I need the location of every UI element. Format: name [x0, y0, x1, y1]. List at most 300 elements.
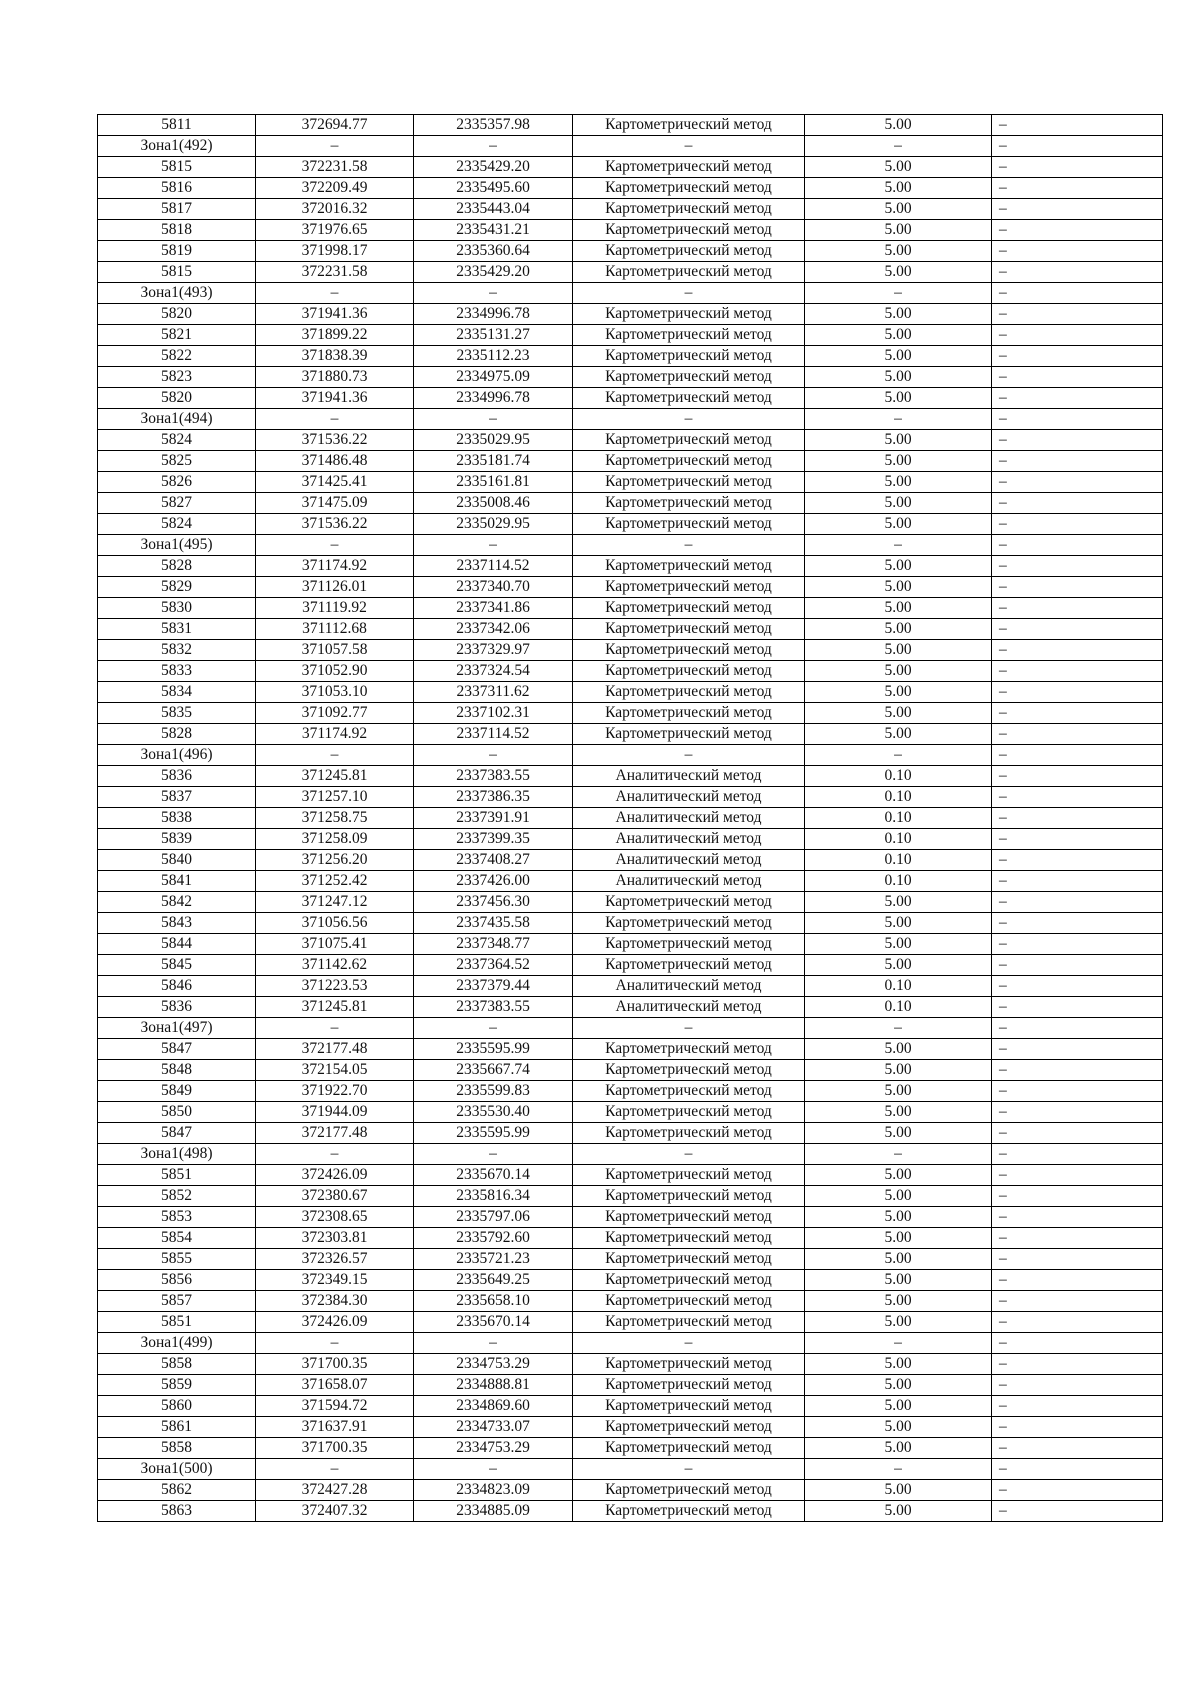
y-coordinate-cell: 2335816.34 — [414, 1186, 573, 1207]
point-number-cell: 5856 — [98, 1270, 256, 1291]
table-row — [98, 367, 1163, 388]
zone-header-row — [98, 1333, 1163, 1354]
document-page — [97, 114, 1162, 1522]
y-coordinate-cell: 2337364.52 — [414, 955, 573, 976]
accuracy-cell: – — [805, 535, 992, 556]
point-number-cell: 5834 — [98, 682, 256, 703]
y-coordinate-cell: 2335181.74 — [414, 451, 573, 472]
description-cell: – — [992, 157, 1163, 178]
table-row — [98, 661, 1163, 682]
table-row — [98, 934, 1163, 955]
accuracy-cell: 5.00 — [805, 367, 992, 388]
x-coordinate-cell: 371486.48 — [256, 451, 414, 472]
description-cell: – — [992, 283, 1163, 304]
y-coordinate-cell: – — [414, 1333, 573, 1354]
y-coordinate-cell: 2337379.44 — [414, 976, 573, 997]
table-row — [98, 1060, 1163, 1081]
method-cell: Картометрический метод — [573, 1060, 805, 1081]
table-row — [98, 1123, 1163, 1144]
description-cell: – — [992, 178, 1163, 199]
y-coordinate-cell: 2335721.23 — [414, 1249, 573, 1270]
point-number-cell: 5831 — [98, 619, 256, 640]
description-cell: – — [992, 493, 1163, 514]
description-cell: – — [992, 136, 1163, 157]
point-number-cell: 5838 — [98, 808, 256, 829]
description-cell: – — [992, 1501, 1163, 1522]
table-row — [98, 1396, 1163, 1417]
point-number-cell: 5824 — [98, 514, 256, 535]
x-coordinate-cell: – — [256, 283, 414, 304]
accuracy-cell: 5.00 — [805, 1039, 992, 1060]
description-cell: – — [992, 955, 1163, 976]
x-coordinate-cell: 371700.35 — [256, 1354, 414, 1375]
description-cell: – — [992, 1417, 1163, 1438]
method-cell: Картометрический метод — [573, 724, 805, 745]
point-number-cell: 5836 — [98, 997, 256, 1018]
y-coordinate-cell: 2337341.86 — [414, 598, 573, 619]
table-row — [98, 724, 1163, 745]
method-cell: Картометрический метод — [573, 262, 805, 283]
accuracy-cell: 5.00 — [805, 1249, 992, 1270]
x-coordinate-cell: 372384.30 — [256, 1291, 414, 1312]
method-cell: Картометрический метод — [573, 178, 805, 199]
table-row — [98, 493, 1163, 514]
table-row — [98, 1354, 1163, 1375]
x-coordinate-cell: 371092.77 — [256, 703, 414, 724]
point-number-cell: 5837 — [98, 787, 256, 808]
x-coordinate-cell: 371126.01 — [256, 577, 414, 598]
accuracy-cell: 5.00 — [805, 304, 992, 325]
accuracy-cell: 5.00 — [805, 1396, 992, 1417]
accuracy-cell: 5.00 — [805, 892, 992, 913]
method-cell: – — [573, 136, 805, 157]
point-number-cell: 5859 — [98, 1375, 256, 1396]
method-cell: Картометрический метод — [573, 388, 805, 409]
x-coordinate-cell: 371142.62 — [256, 955, 414, 976]
table-row — [98, 1165, 1163, 1186]
method-cell: Картометрический метод — [573, 1207, 805, 1228]
x-coordinate-cell: 371112.68 — [256, 619, 414, 640]
method-cell: Аналитический метод — [573, 829, 805, 850]
x-coordinate-cell: 372209.49 — [256, 178, 414, 199]
y-coordinate-cell: 2337435.58 — [414, 913, 573, 934]
accuracy-cell: 0.10 — [805, 997, 992, 1018]
point-number-cell: 5858 — [98, 1438, 256, 1459]
accuracy-cell: 5.00 — [805, 1165, 992, 1186]
method-cell: Картометрический метод — [573, 346, 805, 367]
description-cell: – — [992, 199, 1163, 220]
description-cell: – — [992, 598, 1163, 619]
accuracy-cell: 5.00 — [805, 388, 992, 409]
method-cell: Картометрический метод — [573, 1249, 805, 1270]
x-coordinate-cell: 371057.58 — [256, 640, 414, 661]
description-cell: – — [992, 850, 1163, 871]
y-coordinate-cell: – — [414, 409, 573, 430]
y-coordinate-cell: 2335029.95 — [414, 514, 573, 535]
accuracy-cell: 0.10 — [805, 871, 992, 892]
zone-label-cell: Зона1(499) — [98, 1333, 256, 1354]
accuracy-cell: 5.00 — [805, 619, 992, 640]
method-cell: Картометрический метод — [573, 493, 805, 514]
method-cell: Картометрический метод — [573, 1186, 805, 1207]
accuracy-cell: 5.00 — [805, 724, 992, 745]
accuracy-cell: 5.00 — [805, 1501, 992, 1522]
coordinates-table — [97, 114, 1163, 1522]
description-cell: – — [992, 262, 1163, 283]
description-cell: – — [992, 1459, 1163, 1480]
point-number-cell: 5850 — [98, 1102, 256, 1123]
table-row — [98, 1480, 1163, 1501]
method-cell: Картометрический метод — [573, 325, 805, 346]
description-cell: – — [992, 1039, 1163, 1060]
y-coordinate-cell: 2337340.70 — [414, 577, 573, 598]
x-coordinate-cell: 371941.36 — [256, 388, 414, 409]
table-row — [98, 556, 1163, 577]
table-row — [98, 640, 1163, 661]
x-coordinate-cell: 371941.36 — [256, 304, 414, 325]
zone-header-row — [98, 283, 1163, 304]
method-cell: Аналитический метод — [573, 787, 805, 808]
description-cell: – — [992, 1312, 1163, 1333]
point-number-cell: 5851 — [98, 1165, 256, 1186]
point-number-cell: 5825 — [98, 451, 256, 472]
x-coordinate-cell: 372694.77 — [256, 115, 414, 136]
description-cell: – — [992, 1375, 1163, 1396]
method-cell: – — [573, 1018, 805, 1039]
description-cell: – — [992, 1354, 1163, 1375]
y-coordinate-cell: 2337114.52 — [414, 556, 573, 577]
accuracy-cell: 5.00 — [805, 598, 992, 619]
zone-label-cell: Зона1(493) — [98, 283, 256, 304]
table-row — [98, 241, 1163, 262]
y-coordinate-cell: 2335131.27 — [414, 325, 573, 346]
x-coordinate-cell: 371245.81 — [256, 997, 414, 1018]
table-row — [98, 577, 1163, 598]
y-coordinate-cell: 2337329.97 — [414, 640, 573, 661]
table-row — [98, 1039, 1163, 1060]
point-number-cell: 5824 — [98, 430, 256, 451]
y-coordinate-cell: 2335161.81 — [414, 472, 573, 493]
description-cell: – — [992, 556, 1163, 577]
accuracy-cell: 5.00 — [805, 241, 992, 262]
method-cell: – — [573, 283, 805, 304]
accuracy-cell: 0.10 — [805, 976, 992, 997]
point-number-cell: 5816 — [98, 178, 256, 199]
y-coordinate-cell: – — [414, 283, 573, 304]
description-cell: – — [992, 472, 1163, 493]
point-number-cell: 5822 — [98, 346, 256, 367]
y-coordinate-cell: – — [414, 535, 573, 556]
y-coordinate-cell: – — [414, 745, 573, 766]
point-number-cell: 5854 — [98, 1228, 256, 1249]
y-coordinate-cell: 2335112.23 — [414, 346, 573, 367]
method-cell: Картометрический метод — [573, 1039, 805, 1060]
method-cell: Картометрический метод — [573, 472, 805, 493]
x-coordinate-cell: 371976.65 — [256, 220, 414, 241]
method-cell: Картометрический метод — [573, 955, 805, 976]
x-coordinate-cell: 372016.32 — [256, 199, 414, 220]
x-coordinate-cell: 371258.09 — [256, 829, 414, 850]
y-coordinate-cell: 2335429.20 — [414, 157, 573, 178]
table-row — [98, 346, 1163, 367]
point-number-cell: 5858 — [98, 1354, 256, 1375]
table-row — [98, 1186, 1163, 1207]
method-cell: Картометрический метод — [573, 934, 805, 955]
point-number-cell: 5829 — [98, 577, 256, 598]
description-cell: – — [992, 871, 1163, 892]
x-coordinate-cell: 371257.10 — [256, 787, 414, 808]
x-coordinate-cell: – — [256, 535, 414, 556]
description-cell: – — [992, 409, 1163, 430]
x-coordinate-cell: 371174.92 — [256, 724, 414, 745]
y-coordinate-cell: 2334733.07 — [414, 1417, 573, 1438]
method-cell: Картометрический метод — [573, 556, 805, 577]
accuracy-cell: – — [805, 136, 992, 157]
table-row — [98, 1312, 1163, 1333]
accuracy-cell: 5.00 — [805, 703, 992, 724]
point-number-cell: 5848 — [98, 1060, 256, 1081]
table-row — [98, 115, 1163, 136]
accuracy-cell: 5.00 — [805, 1228, 992, 1249]
table-row — [98, 1270, 1163, 1291]
description-cell: – — [992, 1333, 1163, 1354]
method-cell: Картометрический метод — [573, 1270, 805, 1291]
accuracy-cell: 5.00 — [805, 1291, 992, 1312]
table-row — [98, 598, 1163, 619]
point-number-cell: 5857 — [98, 1291, 256, 1312]
accuracy-cell: – — [805, 1459, 992, 1480]
y-coordinate-cell: 2335443.04 — [414, 199, 573, 220]
point-number-cell: 5830 — [98, 598, 256, 619]
table-row — [98, 808, 1163, 829]
accuracy-cell: 5.00 — [805, 514, 992, 535]
description-cell: – — [992, 1270, 1163, 1291]
description-cell: – — [992, 115, 1163, 136]
method-cell: Картометрический метод — [573, 1228, 805, 1249]
method-cell: Картометрический метод — [573, 1102, 805, 1123]
method-cell: Картометрический метод — [573, 514, 805, 535]
point-number-cell: 5845 — [98, 955, 256, 976]
x-coordinate-cell: 371425.41 — [256, 472, 414, 493]
description-cell: – — [992, 787, 1163, 808]
y-coordinate-cell: 2337342.06 — [414, 619, 573, 640]
y-coordinate-cell: 2334869.60 — [414, 1396, 573, 1417]
method-cell: Картометрический метод — [573, 1375, 805, 1396]
point-number-cell: 5833 — [98, 661, 256, 682]
y-coordinate-cell: 2335029.95 — [414, 430, 573, 451]
x-coordinate-cell: – — [256, 136, 414, 157]
method-cell: – — [573, 1333, 805, 1354]
y-coordinate-cell: 2335595.99 — [414, 1123, 573, 1144]
y-coordinate-cell: 2335008.46 — [414, 493, 573, 514]
x-coordinate-cell: 371119.92 — [256, 598, 414, 619]
point-number-cell: 5863 — [98, 1501, 256, 1522]
y-coordinate-cell: 2335670.14 — [414, 1312, 573, 1333]
y-coordinate-cell: 2335431.21 — [414, 220, 573, 241]
point-number-cell: 5823 — [98, 367, 256, 388]
method-cell: Картометрический метод — [573, 1165, 805, 1186]
accuracy-cell: – — [805, 409, 992, 430]
x-coordinate-cell: 372427.28 — [256, 1480, 414, 1501]
table-row — [98, 766, 1163, 787]
method-cell: Картометрический метод — [573, 430, 805, 451]
accuracy-cell: 5.00 — [805, 640, 992, 661]
table-row — [98, 430, 1163, 451]
accuracy-cell: 5.00 — [805, 1480, 992, 1501]
description-cell: – — [992, 1249, 1163, 1270]
accuracy-cell: 5.00 — [805, 178, 992, 199]
y-coordinate-cell: 2337391.91 — [414, 808, 573, 829]
method-cell: Картометрический метод — [573, 1312, 805, 1333]
x-coordinate-cell: – — [256, 1144, 414, 1165]
description-cell: – — [992, 1018, 1163, 1039]
description-cell: – — [992, 430, 1163, 451]
method-cell: Аналитический метод — [573, 808, 805, 829]
x-coordinate-cell: 371174.92 — [256, 556, 414, 577]
method-cell: Картометрический метод — [573, 598, 805, 619]
x-coordinate-cell: 372349.15 — [256, 1270, 414, 1291]
accuracy-cell: 5.00 — [805, 220, 992, 241]
table-row — [98, 871, 1163, 892]
y-coordinate-cell: 2335797.06 — [414, 1207, 573, 1228]
description-cell: – — [992, 1480, 1163, 1501]
point-number-cell: 5851 — [98, 1312, 256, 1333]
zone-label-cell: Зона1(495) — [98, 535, 256, 556]
description-cell: – — [992, 619, 1163, 640]
x-coordinate-cell: 371594.72 — [256, 1396, 414, 1417]
table-row — [98, 304, 1163, 325]
x-coordinate-cell: 371223.53 — [256, 976, 414, 997]
method-cell: – — [573, 1144, 805, 1165]
description-cell: – — [992, 745, 1163, 766]
accuracy-cell: 5.00 — [805, 430, 992, 451]
method-cell: Картометрический метод — [573, 304, 805, 325]
x-coordinate-cell: 371252.42 — [256, 871, 414, 892]
method-cell: Аналитический метод — [573, 766, 805, 787]
description-cell: – — [992, 1102, 1163, 1123]
accuracy-cell: – — [805, 283, 992, 304]
x-coordinate-cell: 371075.41 — [256, 934, 414, 955]
table-row — [98, 997, 1163, 1018]
description-cell: – — [992, 1165, 1163, 1186]
point-number-cell: 5862 — [98, 1480, 256, 1501]
y-coordinate-cell: 2337383.55 — [414, 766, 573, 787]
accuracy-cell: 5.00 — [805, 262, 992, 283]
y-coordinate-cell: 2335667.74 — [414, 1060, 573, 1081]
zone-label-cell: Зона1(494) — [98, 409, 256, 430]
accuracy-cell: – — [805, 745, 992, 766]
method-cell: – — [573, 535, 805, 556]
table-row — [98, 787, 1163, 808]
accuracy-cell: 5.00 — [805, 955, 992, 976]
table-row — [98, 325, 1163, 346]
description-cell: – — [992, 241, 1163, 262]
x-coordinate-cell: 371637.91 — [256, 1417, 414, 1438]
x-coordinate-cell: 372177.48 — [256, 1123, 414, 1144]
table-row — [98, 262, 1163, 283]
method-cell: Аналитический метод — [573, 871, 805, 892]
description-cell: – — [992, 535, 1163, 556]
point-number-cell: 5815 — [98, 157, 256, 178]
x-coordinate-cell: 372407.32 — [256, 1501, 414, 1522]
x-coordinate-cell: – — [256, 409, 414, 430]
accuracy-cell: 5.00 — [805, 1081, 992, 1102]
y-coordinate-cell: 2334996.78 — [414, 388, 573, 409]
accuracy-cell: 5.00 — [805, 1270, 992, 1291]
table-row — [98, 1375, 1163, 1396]
description-cell: – — [992, 892, 1163, 913]
point-number-cell: 5841 — [98, 871, 256, 892]
y-coordinate-cell: 2335792.60 — [414, 1228, 573, 1249]
point-number-cell: 5846 — [98, 976, 256, 997]
table-row — [98, 178, 1163, 199]
table-row — [98, 829, 1163, 850]
table-row — [98, 157, 1163, 178]
table-row — [98, 619, 1163, 640]
method-cell: Картометрический метод — [573, 241, 805, 262]
y-coordinate-cell: 2337408.27 — [414, 850, 573, 871]
table-row — [98, 514, 1163, 535]
description-cell: – — [992, 388, 1163, 409]
accuracy-cell: 5.00 — [805, 682, 992, 703]
point-number-cell: 5818 — [98, 220, 256, 241]
accuracy-cell: 5.00 — [805, 1060, 992, 1081]
x-coordinate-cell: 371245.81 — [256, 766, 414, 787]
table-row — [98, 220, 1163, 241]
x-coordinate-cell: 372303.81 — [256, 1228, 414, 1249]
y-coordinate-cell: 2334753.29 — [414, 1354, 573, 1375]
accuracy-cell: 5.00 — [805, 1186, 992, 1207]
x-coordinate-cell: 371658.07 — [256, 1375, 414, 1396]
y-coordinate-cell: 2335495.60 — [414, 178, 573, 199]
description-cell: – — [992, 577, 1163, 598]
x-coordinate-cell: 371052.90 — [256, 661, 414, 682]
accuracy-cell: 5.00 — [805, 451, 992, 472]
y-coordinate-cell: 2337386.35 — [414, 787, 573, 808]
method-cell: Картометрический метод — [573, 115, 805, 136]
x-coordinate-cell: 371922.70 — [256, 1081, 414, 1102]
y-coordinate-cell: 2335360.64 — [414, 241, 573, 262]
accuracy-cell: 5.00 — [805, 1375, 992, 1396]
x-coordinate-cell: 372308.65 — [256, 1207, 414, 1228]
y-coordinate-cell: 2337102.31 — [414, 703, 573, 724]
table-row — [98, 1249, 1163, 1270]
table-row — [98, 1417, 1163, 1438]
point-number-cell: 5832 — [98, 640, 256, 661]
method-cell: Картометрический метод — [573, 1396, 805, 1417]
point-number-cell: 5847 — [98, 1039, 256, 1060]
y-coordinate-cell: 2335357.98 — [414, 115, 573, 136]
zone-header-row — [98, 745, 1163, 766]
table-row — [98, 703, 1163, 724]
y-coordinate-cell: 2334823.09 — [414, 1480, 573, 1501]
x-coordinate-cell: 372231.58 — [256, 262, 414, 283]
point-number-cell: 5836 — [98, 766, 256, 787]
point-number-cell: 5835 — [98, 703, 256, 724]
point-number-cell: 5827 — [98, 493, 256, 514]
zone-label-cell: Зона1(498) — [98, 1144, 256, 1165]
x-coordinate-cell: 371838.39 — [256, 346, 414, 367]
accuracy-cell: 5.00 — [805, 1417, 992, 1438]
table-row — [98, 1081, 1163, 1102]
description-cell: – — [992, 808, 1163, 829]
point-number-cell: 5843 — [98, 913, 256, 934]
accuracy-cell: – — [805, 1333, 992, 1354]
zone-header-row — [98, 409, 1163, 430]
y-coordinate-cell: 2337383.55 — [414, 997, 573, 1018]
x-coordinate-cell: 371258.75 — [256, 808, 414, 829]
method-cell: Картометрический метод — [573, 619, 805, 640]
